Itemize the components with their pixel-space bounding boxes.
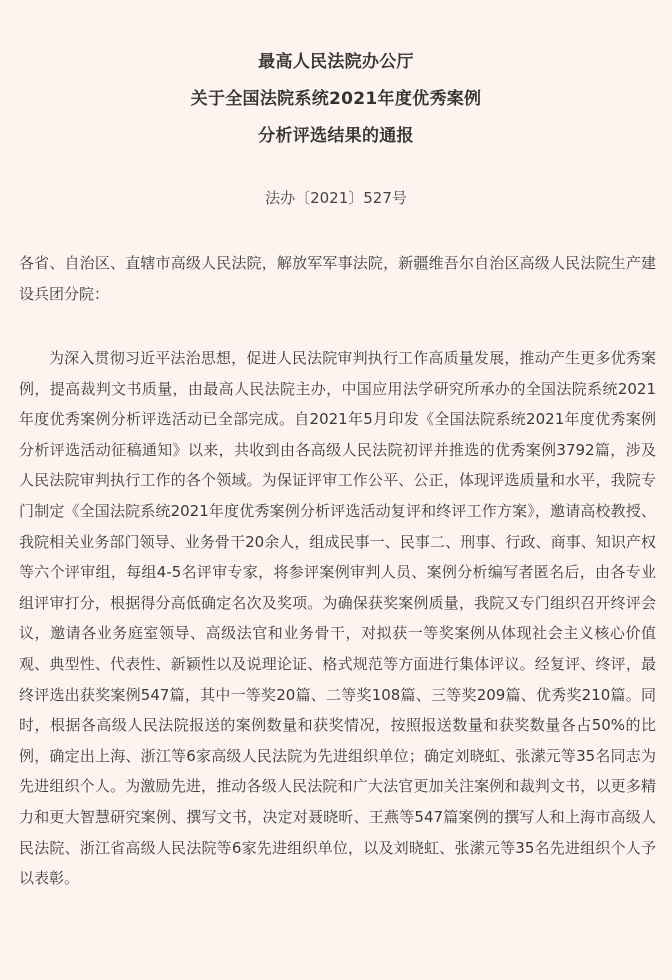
document-title (0, 44, 672, 155)
body-paragraph: 为深入贯彻习近平法治思想，促进人民法院审判执行工作高质量发展，推动产生更多优秀案例，提高裁判文书质量，由最高人民法院主办，中国应用法学研究所承办的全国法院系统2021年度优秀案例分析评选活动已全部完成。自2021年5月印发《全国法院系统2021年度优秀案例分析评选活动征稿通知》以来，共收到由各高级人民法院初评并推选的优秀案例3792篇，涉及人民法院审判执行工作的各个领域。为保证评审工作公平、公正，体现评选质量和水平，我院专门制定《全国法院系统2021年度优秀案例分析评选活动复评和终评工作方案》，邀请高校教授、我院相关业务部门领导、业务骨干20余人，组成民事一、民事二、刑事、行政、商事、知识产权等六个评审组，每组4-5名评审专家，将参评案例审判人员、案例分析编写者匿名后，由各专业组评审打分，根据得分高低确定名次及奖项。为确保获奖案例质量，我院又专门组织召开终评会议，邀请各业务庭室领导、高级法官和业务骨干，对拟获一等奖案例从体现社会主义核心价值观、典型性、代表性、新颖性以及说理论证、格式规范等方面进行集体评议。经复评、终评，最终评选出获奖案例547篇，其中一等奖20篇、二等奖108篇、三等奖209篇、优秀奖210篇。同时，根据各高级人民法院报送的案例数量和获奖情况，按照报送数量和获奖数量各占50%的比例，确定出上海、浙江等6家高级人民法院为先进组织单位；确定刘晓虹、张潆元等35名同志为先进组织个人。为激励先进，推动各级人民法院和广大法官更加关注案例和裁判文书，以更多精力和更大智慧研究案例、撰写文书，决定对聂晓昕、王燕等547篇案例的撰写人和上海市高级人民法院、浙江省高级人民法院等6家先进组织单位，以及刘晓虹、张潆元等35名先进组织个人予以表彰。 (19, 349, 656, 888)
title-line-issuer: 最高人民法院办公厅 (258, 52, 414, 72)
salutation: 各省、自治区、直辖市高级人民法院，解放军军事法院，新疆维吾尔自治区高级人民法院生产建设兵团分院： (19, 254, 656, 303)
title-line-subject: 关于全国法院系统2021年度优秀案例 (190, 89, 482, 109)
title-line-topic: 分析评选结果的通报 (258, 126, 414, 146)
document-number: 法办〔2021〕527号 (265, 189, 407, 207)
